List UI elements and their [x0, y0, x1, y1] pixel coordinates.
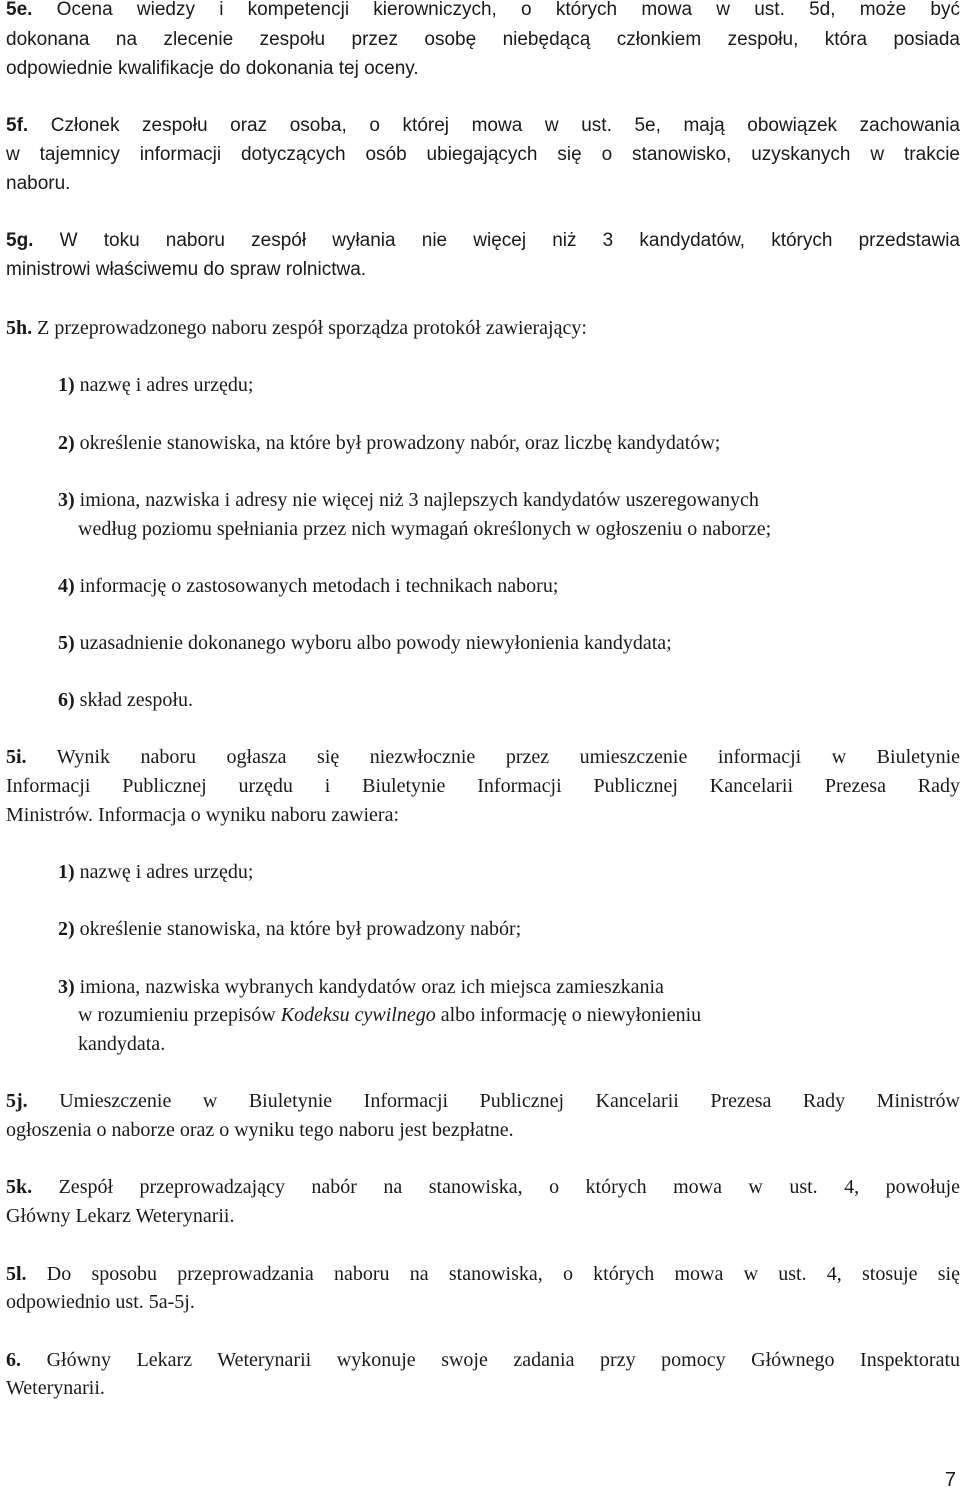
list-item-5i-3-continuation-2: kandydata. [78, 1033, 166, 1055]
paragraph-text: Umieszczenie w Biuletynie Informacji Publicznej Kancelarii Prezesa Rady Ministrów [59, 1090, 960, 1112]
paragraph-text: W toku naboru zespół wyłania nie więcej niż 3 kandydatów, których przedstawia [59, 230, 960, 251]
list-text: określenie stanowiska, na które był prowadzony nabór; [79, 918, 522, 940]
paragraph-number: 5i. [6, 746, 27, 768]
list-text: imiona, nazwiska i adresy nie więcej niż 3 najlepszych kandydatów uszeregowanych [79, 489, 759, 511]
paragraph-5i-line-3: Ministrów. Informacja o wyniku naboru zawiera: [6, 804, 400, 826]
paragraph-5h-intro [6, 316, 587, 340]
paragraph-5i-line-1 [6, 745, 960, 769]
list-text: albo informację o niewyłonieniu [435, 1004, 702, 1026]
list-item-5h-3 [58, 488, 759, 512]
list-text: w rozumieniu przepisów [78, 1004, 281, 1026]
paragraph-text: Wynik naboru ogłasza się niezwłocznie przez umieszczenie informacji w Biuletynie [56, 746, 960, 768]
list-number: 3) [58, 489, 75, 511]
list-text: nazwę i adres urzędu; [79, 374, 254, 396]
paragraph-5g-line-1 [6, 229, 960, 253]
list-item-5i-2 [58, 917, 521, 941]
list-text: skład zespołu. [79, 689, 193, 711]
list-item-5h-2 [58, 431, 720, 455]
paragraph-5k-line-2: Główny Lekarz Weterynarii. [6, 1205, 235, 1227]
paragraph-6-line-1 [6, 1348, 960, 1372]
paragraph-number: 5g. [6, 230, 34, 251]
paragraph-5g-line-2: ministrowi właściwemu do spraw rolnictwa. [6, 259, 367, 280]
list-number: 6) [58, 689, 75, 711]
page-number: 7 [944, 1469, 956, 1491]
list-item-5i-3-continuation [78, 1003, 701, 1027]
list-number: 1) [58, 374, 75, 396]
paragraph-text: Do sposobu przeprowadzania naboru na stanowiska, o których mowa w ust. 4, stosuje się [46, 1263, 960, 1285]
paragraph-number: 5f. [6, 115, 29, 136]
list-text: uzasadnienie dokonanego wyboru albo powody niewyłonienia kandydata; [79, 632, 672, 654]
list-text: imiona, nazwiska wybranych kandydatów oraz ich miejsca zamieszkania [79, 976, 664, 998]
list-text: nazwę i adres urzędu; [79, 861, 254, 883]
paragraph-5f-line-3: naboru. [6, 173, 71, 194]
list-text: informację o zastosowanych metodach i technikach naboru; [79, 575, 559, 597]
list-number: 2) [58, 432, 75, 454]
paragraph-5f-line-2: w tajemnicy informacji dotyczących osób ubiegających się o stanowisko, uzyskanych w trakcie [6, 144, 960, 165]
list-text: określenie stanowiska, na które był prowadzony nabór, oraz liczbę kandydatów; [79, 432, 721, 454]
paragraph-5j-line-1 [6, 1089, 960, 1113]
paragraph-number: 5k. [6, 1176, 33, 1198]
list-number: 5) [58, 632, 75, 654]
paragraph-number: 5l. [6, 1263, 27, 1285]
paragraph-number: 5h. [6, 317, 33, 339]
list-item-5h-5 [58, 631, 672, 655]
paragraph-text: Z przeprowadzonego naboru zespół sporządza protokół zawierający: [37, 317, 587, 339]
paragraph-5k-line-1 [6, 1175, 960, 1199]
list-item-5i-3 [58, 975, 664, 999]
code-reference: Kodeksu cywilnego [280, 1004, 436, 1026]
paragraph-6-line-2: Weterynarii. [6, 1377, 105, 1399]
list-item-5h-6 [58, 688, 193, 712]
paragraph-text: Ocena wiedzy i kompetencji kierowniczych, o których mowa w ust. 5d, może być [56, 0, 960, 20]
list-number: 3) [58, 976, 75, 998]
paragraph-text: Główny Lekarz Weterynarii wykonuje swoje zadania przy pomocy Głównego Inspektoratu [46, 1349, 960, 1371]
paragraph-5l-line-2: odpowiednio ust. 5a-5j. [6, 1291, 195, 1313]
paragraph-5e-line-3: odpowiednie kwalifikacje do dokonania tej oceny. [6, 58, 419, 79]
paragraph-5l-line-1 [6, 1262, 960, 1286]
list-item-5h-3-continuation: według poziomu spełniania przez nich wymagań określonych w ogłoszeniu o naborze; [78, 518, 772, 540]
paragraph-number: 6. [6, 1349, 21, 1371]
paragraph-5e-line-2: dokonana na zlecenie zespołu przez osobę niebędącą członkiem zespołu, która posiada [6, 29, 960, 50]
list-number: 2) [58, 918, 75, 940]
list-item-5i-1 [58, 860, 253, 884]
paragraph-5j-line-2: ogłoszenia o naborze oraz o wyniku tego naboru jest bezpłatne. [6, 1119, 514, 1141]
paragraph-number: 5j. [6, 1090, 28, 1112]
list-item-5h-4 [58, 574, 558, 598]
list-number: 4) [58, 575, 75, 597]
paragraph-5f-line-1 [6, 114, 960, 138]
list-item-5h-1 [58, 373, 253, 397]
paragraph-text: Zespół przeprowadzający nabór na stanowiska, o których mowa w ust. 4, powołuje [58, 1176, 960, 1198]
paragraph-5e-line-1 [6, 0, 960, 22]
paragraph-text: Członek zespołu oraz osoba, o której mowa w ust. 5e, mają obowiązek zachowania [50, 115, 960, 136]
paragraph-5i-line-2: Informacji Publicznej urzędu i Biuletynie Informacji Publicznej Kancelarii Prezesa Rady [6, 775, 960, 797]
paragraph-number: 5e. [6, 0, 33, 20]
list-number: 1) [58, 861, 75, 883]
